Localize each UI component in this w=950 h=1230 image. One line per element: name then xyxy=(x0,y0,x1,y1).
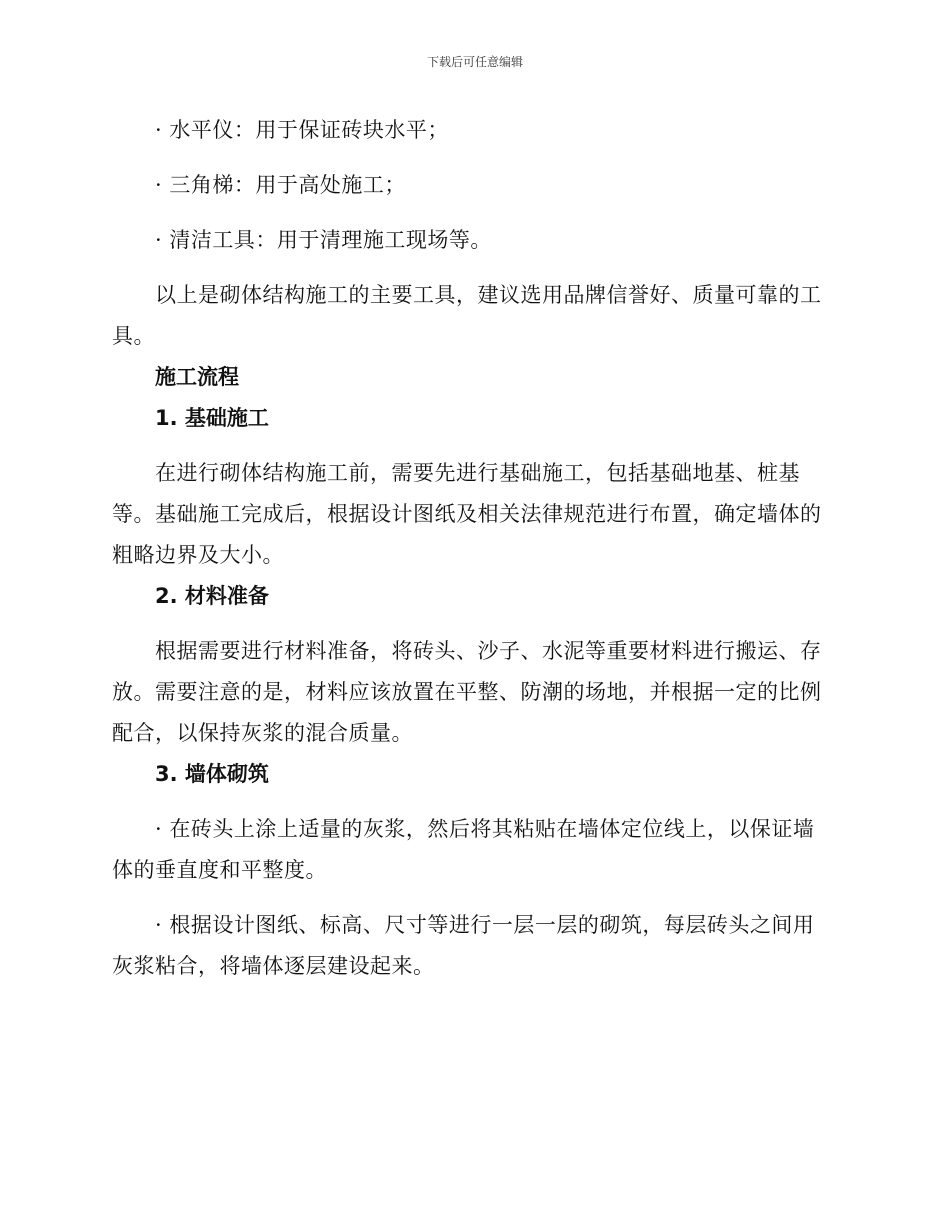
section-title: 施工流程 xyxy=(155,365,239,389)
tools-summary: 以上是砌体结构施工的主要工具，建议选用品牌信誉好、质量可靠的工具。 xyxy=(112,283,822,348)
bullet-level: · 水平仪：用于保证砖块水平； xyxy=(155,118,449,142)
step1-title: 1. 基础施工 xyxy=(155,406,269,430)
step1-text: 在进行砌体结构施工前，需要先进行基础施工，包括基础地基、桩基等。基础施工完成后，根据设计图纸及相关法律规范进行布置，确定墙体的粗略边界及大小。 xyxy=(112,461,822,567)
step2-text: 根据需要进行材料准备，将砖头、沙子、水泥等重要材料进行搬运、存放。需要注意的是，材料应该放置在平整、防潮的场地，并根据一定的比例配合，以保持灰浆的混合质量。 xyxy=(112,639,822,745)
bullet-cleaning: · 清洁工具：用于清理施工现场等。 xyxy=(155,228,492,252)
bullet-ladder: · 三角梯：用于高处施工； xyxy=(155,173,406,197)
step3-title: 3. 墙体砌筑 xyxy=(155,762,269,786)
step3-bullet-2: · 根据设计图纸、标高、尺寸等进行一层一层的砌筑，每层砖头之间用灰浆粘合，将墙体逐层建设起来。 xyxy=(112,913,815,978)
document-body xyxy=(112,110,832,987)
step3-bullet-1: · 在砖头上涂上适量的灰浆，然后将其粘贴在墙体定位线上，以保证墙体的垂直度和平整度。 xyxy=(112,817,815,882)
page-header: 下载后可任意编辑 xyxy=(426,55,523,69)
step2-title: 2. 材料准备 xyxy=(155,584,269,608)
